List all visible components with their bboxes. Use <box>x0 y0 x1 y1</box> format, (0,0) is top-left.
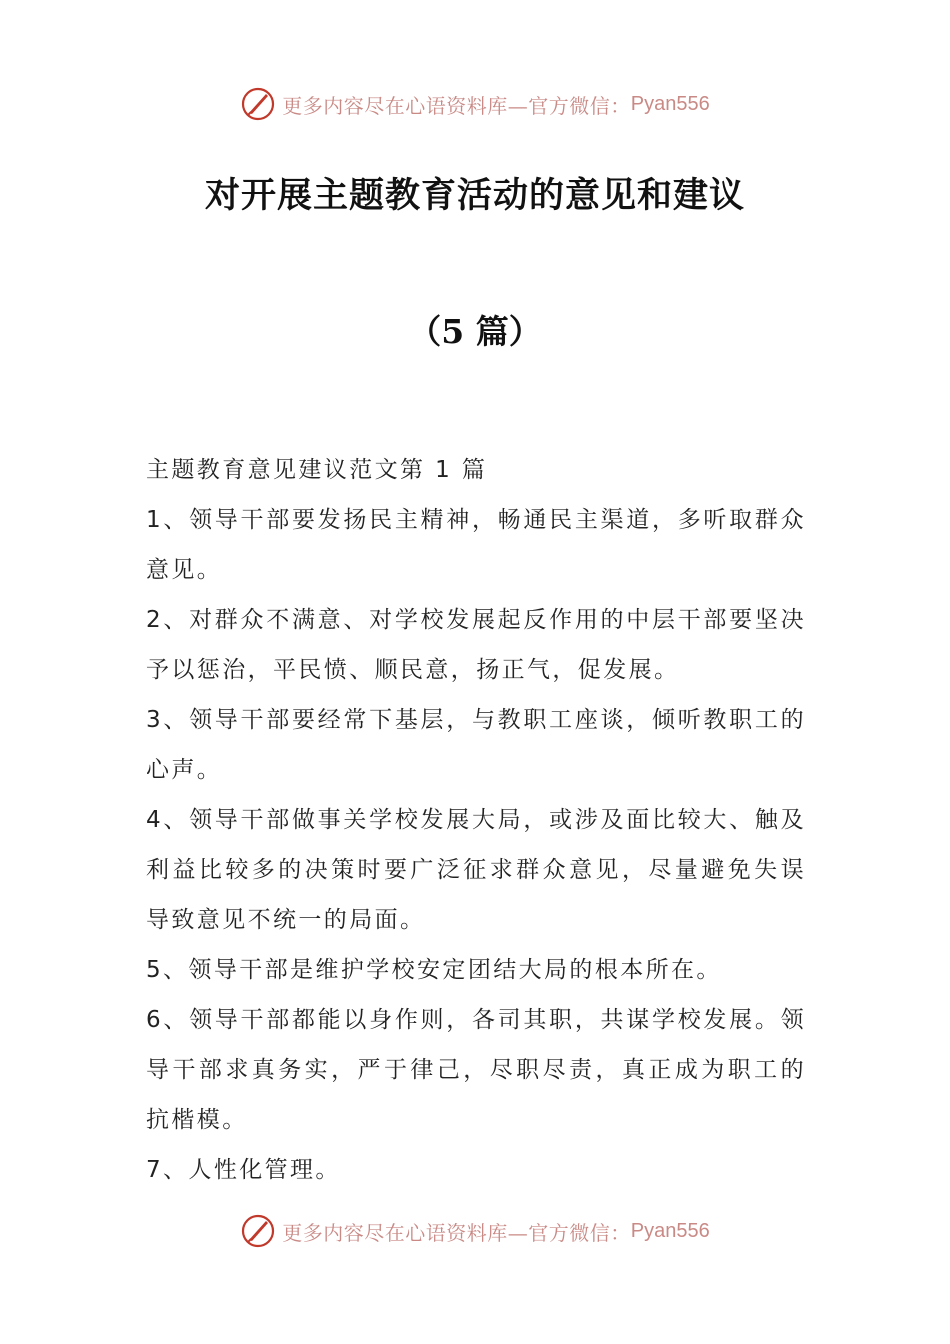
quill-logo-icon <box>240 1213 276 1249</box>
watermark-banner-bottom <box>0 1209 950 1253</box>
list-item: 6、领导干部都能以身作则，各司其职，共谋学校发展。领导干部求真务实，严于律己，尽职尽责，真正成为职工的抗楷模。 <box>146 1007 806 1133</box>
watermark-id: Pyan556 <box>630 92 710 115</box>
list-item: 1、领导干部要发扬民主精神，畅通民主渠道，多听取群众意见。 <box>146 507 806 583</box>
document-subtitle: （5 篇） <box>408 312 542 351</box>
section-heading: 主题教育意见建议范文第 1 篇 <box>146 457 488 483</box>
document-body <box>146 445 806 1195</box>
watermark-text: 更多内容尽在心语资料库—官方微信： <box>282 1220 631 1245</box>
watermark-text: 更多内容尽在心语资料库—官方微信： <box>282 93 631 118</box>
watermark-id: Pyan556 <box>630 1219 710 1242</box>
list-item: 2、对群众不满意、对学校发展起反作用的中层干部要坚决予以惩治，平民愤、顺民意，扬正气，促发展。 <box>146 607 806 683</box>
list-item: 3、领导干部要经常下基层，与教职工座谈，倾听教职工的心声。 <box>146 707 806 783</box>
list-item: 4、领导干部做事关学校发展大局，或涉及面比较大、触及利益比较多的决策时要广泛征求群众意见，尽量避免失误导致意见不统一的局面。 <box>146 807 806 933</box>
document-title: 对开展主题教育活动的意见和建议 <box>204 175 745 216</box>
list-item: 5、领导干部是维护学校安定团结大局的根本所在。 <box>146 957 722 983</box>
list-item: 7、人性化管理。 <box>146 1157 341 1183</box>
watermark-banner-top <box>0 82 950 126</box>
quill-logo-icon <box>240 86 276 122</box>
